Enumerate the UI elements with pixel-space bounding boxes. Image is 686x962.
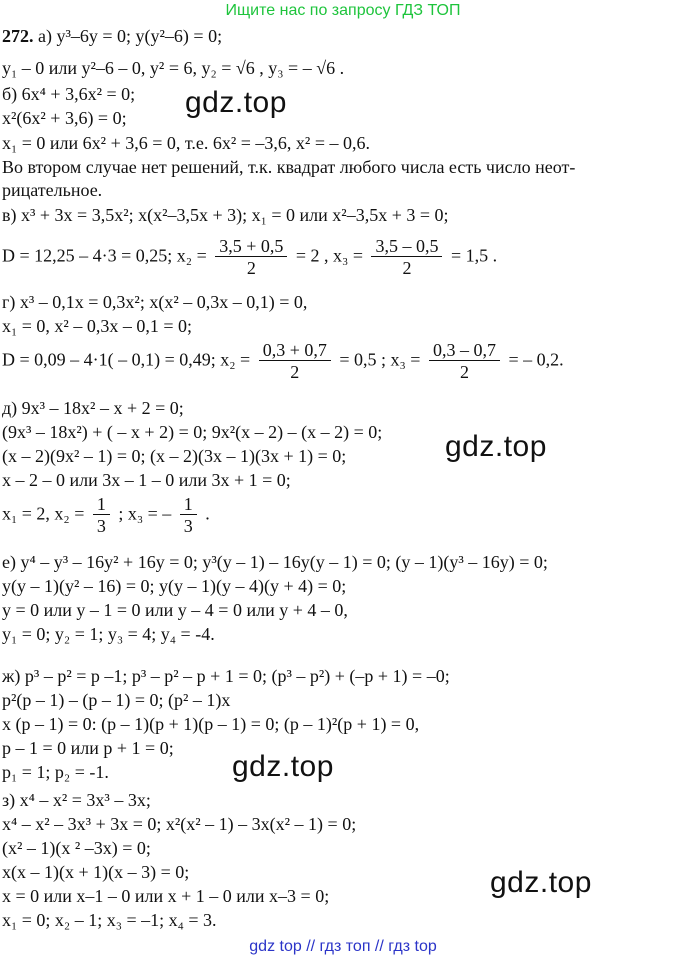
problem-zh-line-4: p – 1 = 0 или p + 1 = 0; (2, 738, 174, 758)
problem-zh-line-3: x (p – 1) = 0: (p – 1)(p + 1)(p – 1) = 0; (p – 1)²(p + 1) = 0, (2, 714, 420, 734)
problem-z-line-3: (x² – 1)(x ² –3x) = 0; (2, 838, 151, 858)
d-fraction-2 (180, 494, 197, 537)
problem-zh-line-2: p²(p – 1) – (p – 1) = 0; (p² – 1)x (2, 690, 231, 710)
problem-z-line-5: x = 0 или x–1 – 0 или x + 1 – 0 или x–3 = 0; (2, 886, 330, 906)
g-fraction-1 (259, 340, 331, 383)
problem-number: 272. (2, 26, 34, 46)
v-fraction-2-numerator: 3,5 – 0,5 (375, 236, 439, 256)
v-fraction-1 (215, 236, 287, 279)
d-roots: x₁ = 2, x₂ = (2, 503, 85, 524)
problem-z-line-2: x⁴ – x² – 3x³ + 3x = 0; x²(x² – 1) – 3x(x² – 1) = 0; (2, 814, 357, 834)
problem-e-line-4: y₁ = 0; y₂ = 1; y₃ = 4; y₄ = -4. (2, 624, 215, 644)
problem-b-line-5: рицательное. (2, 180, 103, 200)
v-discriminant: D = 12,25 – 4·3 = 0,25; x₂ = (2, 245, 207, 266)
d-fraction-1-numerator: 1 (96, 494, 106, 514)
problem-d-line-2: (9x³ – 18x²) + ( – x + 2) = 0; 9x²(x – 2) – (x – 2) = 0; (2, 422, 383, 442)
v-fraction-1-denominator: 2 (215, 256, 287, 279)
problem-d-line-1: д) 9x³ – 18x² – x + 2 = 0; (2, 398, 184, 418)
problem-z-line-6: x₁ = 0; x₂ – 1; x₃ = –1; x₄ = 3. (2, 910, 217, 930)
g-fraction-1-denominator: 2 (259, 360, 331, 383)
d-middle-text: ; x₃ = – (118, 503, 172, 524)
problem-e-line-1: е) y⁴ – y³ – 16y² + 16y = 0; y³(y – 1) – 16y(y – 1) = 0; (y – 1)(y³ – 16y) = 0; (2, 552, 548, 572)
problem-g-line-2: x₁ = 0, x² – 0,3x – 0,1 = 0; (2, 316, 192, 336)
problem-g-line-3 (2, 340, 564, 383)
d-fraction-2-numerator: 1 (183, 494, 193, 514)
problem-a-line-2: y₁ – 0 или y²–6 – 0, y² = 6, y₂ = √6 , y₃ = – √6 . (2, 58, 345, 78)
problem-b-line-1: б) 6x⁴ + 3,6x² = 0; (2, 84, 136, 104)
g-result: = – 0,2. (508, 349, 564, 370)
problem-b-line-2: x²(6x² + 3,6) = 0; (2, 108, 127, 128)
problem-v-line-1: в) x³ + 3x = 3,5x²; x(x²–3,5x + 3); x₁ = 0 или x²–3,5x + 3 = 0; (2, 205, 449, 225)
g-fraction-1-numerator: 0,3 + 0,7 (262, 340, 327, 360)
problem-e-line-2: y(y – 1)(y² – 16) = 0; y(y – 1)(y – 4)(y + 4) = 0; (2, 576, 347, 596)
watermark: gdz.top (232, 750, 334, 783)
problem-v-line-2 (2, 236, 497, 279)
problem-a-line-1 (2, 26, 222, 46)
problem-e-line-3: y = 0 или y – 1 = 0 или y – 4 = 0 или y + 4 – 0, (2, 600, 348, 620)
problem-d-line-4: x – 2 – 0 или 3x – 1 – 0 или 3x + 1 = 0; (2, 470, 291, 490)
d-fraction-1 (93, 494, 110, 537)
problem-g-line-1: г) x³ – 0,1x = 0,3x²; x(x² – 0,3x – 0,1) = 0, (2, 292, 308, 312)
problem-a-equation: а) y³–6y = 0; y(y²–6) = 0; (38, 26, 223, 46)
problem-z-line-1: з) x⁴ – x² = 3x³ – 3x; (2, 790, 151, 810)
d-fraction-1-denominator: 3 (93, 514, 110, 537)
problem-z-line-4: x(x – 1)(x + 1)(x – 3) = 0; (2, 862, 190, 882)
footer-links[interactable]: gdz top // гдз топ // гдз top (249, 938, 437, 955)
problem-b-line-3: x₁ = 0 или 6x² + 3,6 = 0, т.е. 6x² = –3,6, x² = – 0,6. (2, 133, 370, 153)
g-discriminant: D = 0,09 – 4·1( – 0,1) = 0,49; x₂ = (2, 349, 251, 370)
d-end: . (205, 503, 210, 524)
watermark: gdz.top (445, 430, 547, 463)
problem-zh-line-5: p₁ = 1; p₂ = -1. (2, 762, 109, 782)
problem-b-line-4: Во втором случае нет решений, т.к. квадрат любого числа есть число неот- (2, 157, 576, 177)
v-fraction-1-numerator: 3,5 + 0,5 (219, 236, 284, 256)
g-middle-text: = 0,5 ; x₃ = (339, 349, 421, 370)
v-fraction-2-denominator: 2 (371, 256, 442, 279)
problem-d-line-5 (2, 494, 210, 537)
watermark: gdz.top (185, 86, 287, 119)
v-fraction-2 (371, 236, 442, 279)
g-fraction-2 (429, 340, 500, 383)
d-fraction-2-denominator: 3 (180, 514, 197, 537)
watermark: gdz.top (490, 866, 592, 899)
g-fraction-2-numerator: 0,3 – 0,7 (432, 340, 496, 360)
v-result: = 1,5 . (450, 245, 498, 266)
g-fraction-2-denominator: 2 (429, 360, 500, 383)
problem-zh-line-1: ж) p³ – p² = p –1; p³ – p² – p + 1 = 0; (p³ – p²) + (–p + 1) = –0; (2, 666, 450, 686)
v-middle-text: = 2 , x₃ = (295, 245, 363, 266)
search-banner: Ищите нас по запросу ГДЗ ТОП (225, 2, 461, 19)
problem-d-line-3: (x – 2)(9x² – 1) = 0; (x – 2)(3x – 1)(3x + 1) = 0; (2, 446, 347, 466)
